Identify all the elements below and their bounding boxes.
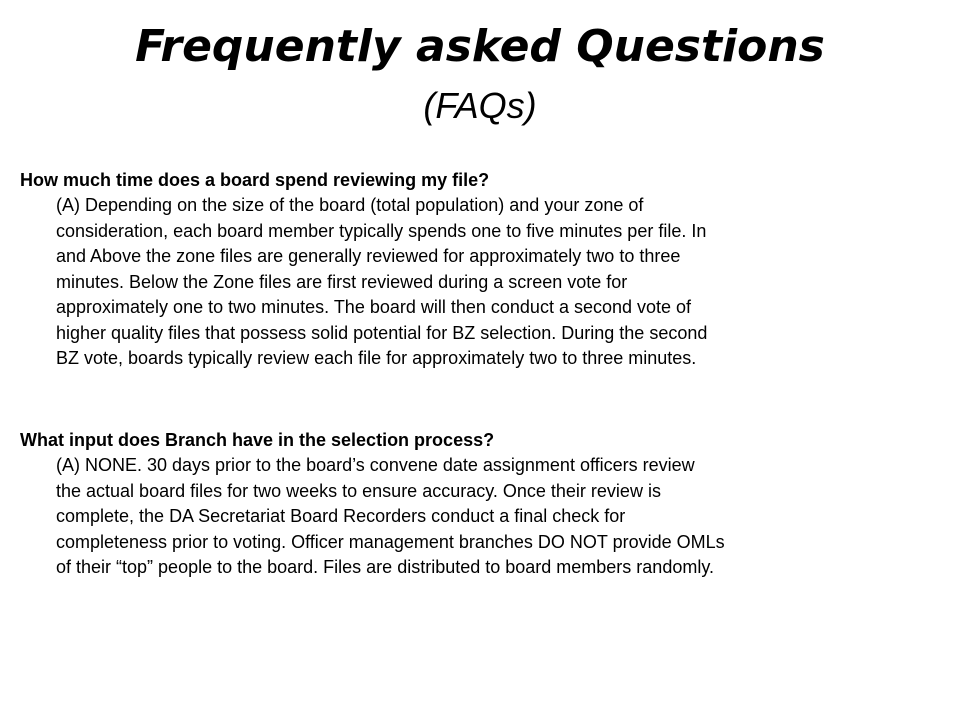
faq-answer-line: consideration, each board member typically spends one to five minutes per file. In — [56, 220, 707, 241]
faq-answer — [20, 453, 950, 581]
faq-answer-line: complete, the DA Secretariat Board Recorders conduct a final check for — [56, 506, 626, 526]
faq-answer-line: higher quality files that possess solid potential for BZ selection. During the second — [56, 322, 708, 343]
faq-answer-line: BZ vote, boards typically review each file for approximately two to three minutes. — [56, 348, 697, 368]
faq-answer-line: approximately one to two minutes. The board will then conduct a second vote of — [56, 297, 692, 317]
faq-answer-line: and Above the zone files are generally reviewed for approximately two to three — [56, 246, 681, 266]
faq-answer-line: (A) Depending on the size of the board (total population) and your zone of — [56, 195, 644, 215]
faq-answer-line: of their “top” people to the board. Files are distributed to board members randomly. — [56, 557, 715, 577]
page-title: Frequently asked Questions — [135, 21, 825, 72]
faq-answer-line: completeness prior to voting. Officer management branches DO NOT provide OMLs — [56, 531, 725, 552]
faq-item-board-review-time — [20, 168, 950, 372]
faq-answer — [20, 193, 950, 372]
faq-item-branch-input — [20, 428, 950, 581]
page-subtitle: (FAQs) — [423, 85, 537, 126]
faq-question: What input does Branch have in the selection process? — [20, 430, 495, 450]
faq-question: How much time does a board spend reviewing my file? — [20, 170, 490, 190]
faq-answer-line: (A) NONE. 30 days prior to the board’s convene date assignment officers review — [56, 455, 695, 475]
faq-answer-line: minutes. Below the Zone files are first reviewed during a screen vote for — [56, 271, 628, 292]
faq-answer-line: the actual board files for two weeks to ensure accuracy. Once their review is — [56, 480, 661, 501]
